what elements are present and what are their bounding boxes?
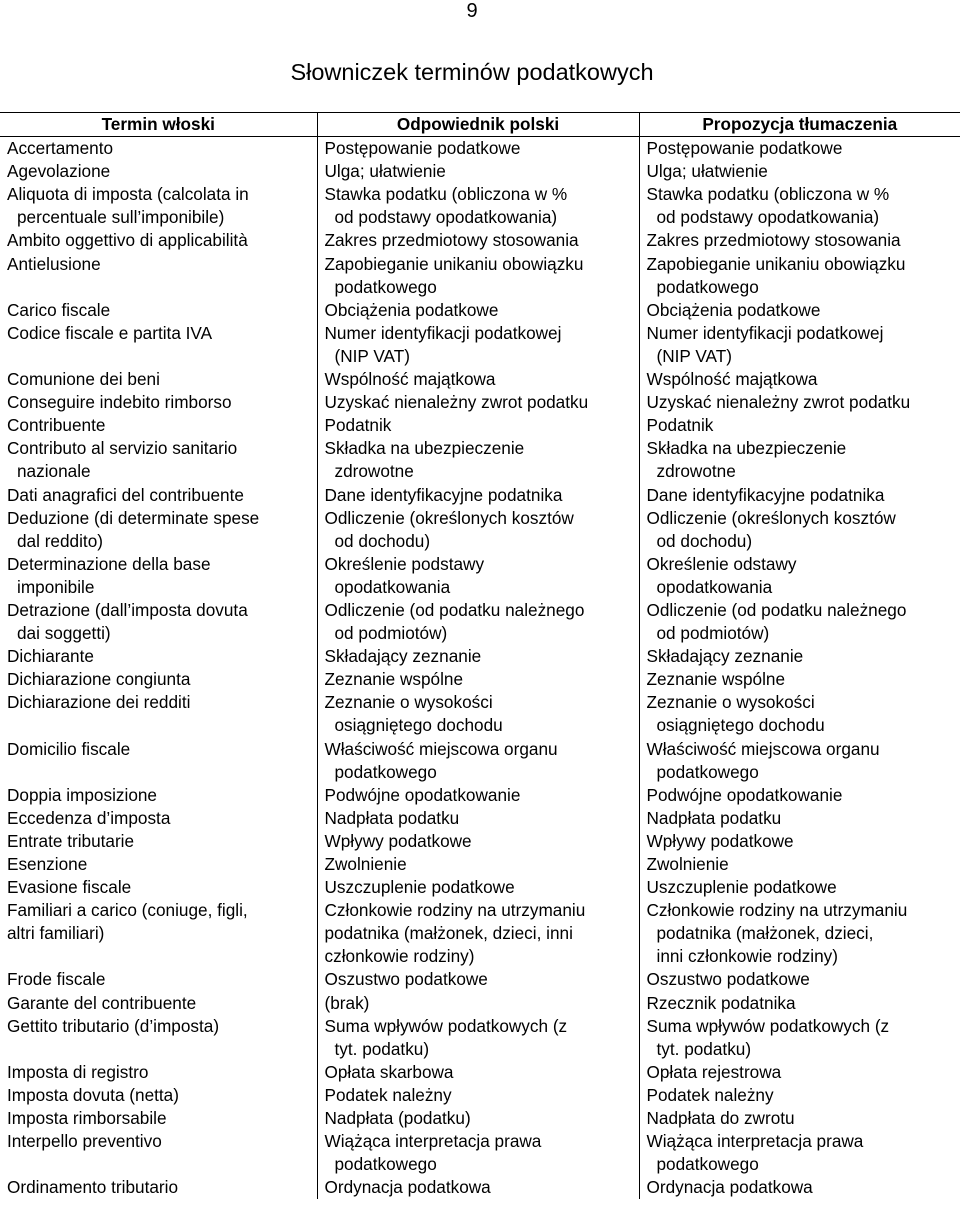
- cell-polish-equivalent: [317, 899, 639, 968]
- cell-italian-term: [0, 553, 317, 599]
- cell-italian-term: [0, 160, 317, 183]
- cell-line: Agevolazione: [7, 161, 111, 182]
- cell-polish-equivalent: [317, 992, 639, 1015]
- cell-polish-equivalent: [317, 484, 639, 507]
- cell-polish-equivalent: [317, 322, 639, 368]
- cell-italian-term: [0, 391, 317, 414]
- table-row: [0, 437, 960, 483]
- cell-line: Zeznanie o wysokości: [646, 692, 815, 713]
- cell-polish-equivalent: [317, 599, 639, 645]
- cell-translation-proposal: [639, 807, 960, 830]
- cell-line: podatkowego: [656, 761, 759, 782]
- table-row: [0, 1176, 960, 1199]
- cell-translation-proposal: [639, 1084, 960, 1107]
- cell-translation-proposal: [639, 899, 960, 968]
- cell-translation-proposal: [639, 160, 960, 183]
- cell-line: Ulga; ułatwienie: [324, 161, 446, 182]
- cell-polish-equivalent: [317, 853, 639, 876]
- cell-translation-proposal: [639, 668, 960, 691]
- cell-polish-equivalent: [317, 229, 639, 252]
- cell-line: Carico fiscale: [7, 299, 111, 320]
- cell-line: Ambito oggettivo di applicabilità: [7, 230, 248, 251]
- cell-polish-equivalent: [317, 137, 639, 161]
- header-translation-proposal: Propozycja tłumaczenia: [639, 113, 960, 137]
- cell-translation-proposal: [639, 1176, 960, 1199]
- cell-line: Contribuente: [7, 415, 106, 436]
- cell-line: Suma wpływów podatkowych (z: [646, 1015, 890, 1036]
- cell-translation-proposal: [639, 968, 960, 991]
- cell-line: Gettito tributario (d’imposta): [7, 1015, 220, 1036]
- cell-line: Zwolnienie: [646, 854, 729, 874]
- cell-line: Składający zeznanie: [324, 646, 482, 667]
- table-row: [0, 391, 960, 414]
- table-row: [0, 668, 960, 691]
- cell-polish-equivalent: [317, 160, 639, 183]
- cell-line: Ordynacja podatkowa: [324, 1177, 491, 1198]
- cell-translation-proposal: [639, 368, 960, 391]
- cell-line: Nadpłata podatku: [324, 807, 460, 828]
- cell-line: Contributo al servizio sanitario: [7, 438, 238, 459]
- table-row: [0, 484, 960, 507]
- cell-line: Postępowanie podatkowe: [646, 138, 843, 159]
- cell-line: Dichiarazione dei redditi: [7, 692, 191, 713]
- cell-line: podatkowego: [334, 276, 437, 297]
- cell-line: Podatnik: [646, 415, 714, 436]
- cell-line: Właściwość miejscowa organu: [324, 738, 558, 759]
- cell-italian-term: [0, 668, 317, 691]
- table-header-row: [0, 113, 960, 137]
- cell-line: Odliczenie (od podatku należnego: [646, 599, 907, 620]
- cell-line: Rzecznik podatnika: [646, 992, 796, 1013]
- cell-line: nazionale: [17, 461, 91, 482]
- cell-translation-proposal: [639, 507, 960, 553]
- cell-line: Detrazione (dall’imposta dovuta: [7, 599, 248, 620]
- cell-line: Ordynacja podatkowa: [646, 1177, 813, 1198]
- cell-italian-term: [0, 1130, 317, 1176]
- cell-polish-equivalent: [317, 645, 639, 668]
- cell-line: opodatkowania: [656, 576, 773, 597]
- cell-italian-term: [0, 414, 317, 437]
- cell-polish-equivalent: [317, 1084, 639, 1107]
- cell-line: Dane identyfikacyjne podatnika: [646, 484, 885, 505]
- cell-polish-equivalent: [317, 968, 639, 991]
- cell-italian-term: [0, 1061, 317, 1084]
- cell-line: tyt. podatku): [334, 1038, 430, 1059]
- cell-line: Deduzione (di determinate spese: [7, 507, 260, 528]
- cell-translation-proposal: [639, 1130, 960, 1176]
- cell-line: Uzyskać nienależny zwrot podatku: [646, 392, 911, 413]
- cell-polish-equivalent: [317, 553, 639, 599]
- table-row: [0, 507, 960, 553]
- cell-polish-equivalent: [317, 507, 639, 553]
- cell-line: Stawka podatku (obliczona w %: [324, 184, 568, 205]
- cell-line: podatkowego: [334, 1154, 437, 1175]
- table-row: [0, 299, 960, 322]
- cell-line: Postępowanie podatkowe: [324, 138, 521, 159]
- cell-line: altri familiari): [7, 923, 105, 944]
- cell-translation-proposal: [639, 992, 960, 1015]
- cell-line: od podmiotów): [334, 623, 448, 644]
- cell-line: Uszczuplenie podatkowe: [324, 877, 515, 898]
- cell-line: Zeznanie wspólne: [646, 669, 786, 690]
- cell-line: Członkowie rodziny na utrzymaniu: [646, 900, 908, 921]
- cell-line: Opłata rejestrowa: [646, 1061, 782, 1082]
- cell-italian-term: [0, 229, 317, 252]
- cell-translation-proposal: [639, 1015, 960, 1061]
- cell-italian-term: [0, 437, 317, 483]
- cell-line: Oszustwo podatkowe: [324, 969, 488, 990]
- cell-translation-proposal: [639, 691, 960, 737]
- cell-polish-equivalent: [317, 414, 639, 437]
- cell-translation-proposal: [639, 784, 960, 807]
- cell-translation-proposal: [639, 299, 960, 322]
- cell-translation-proposal: [639, 645, 960, 668]
- cell-line: Odliczenie (określonych kosztów: [324, 507, 574, 528]
- cell-line: Dane identyfikacyjne podatnika: [324, 484, 563, 505]
- cell-line: Numer identyfikacji podatkowej: [324, 322, 562, 343]
- cell-line: od dochodu): [656, 530, 753, 551]
- cell-polish-equivalent: [317, 691, 639, 737]
- cell-translation-proposal: [639, 876, 960, 899]
- cell-italian-term: [0, 691, 317, 737]
- cell-italian-term: [0, 738, 317, 784]
- table-row: [0, 1084, 960, 1107]
- cell-translation-proposal: [639, 853, 960, 876]
- cell-line: Podwójne opodatkowanie: [324, 784, 521, 805]
- cell-line: (brak): [324, 992, 370, 1013]
- cell-italian-term: [0, 1176, 317, 1199]
- cell-translation-proposal: [639, 322, 960, 368]
- cell-italian-term: [0, 137, 317, 161]
- cell-line: Wpływy podatkowe: [646, 830, 794, 851]
- page-title: Słowniczek terminów podatkowych: [290, 59, 654, 85]
- cell-line: Odliczenie (określonych kosztów: [646, 507, 896, 528]
- cell-italian-term: [0, 253, 317, 299]
- table-row: [0, 899, 960, 968]
- cell-line: Doppia imposizione: [7, 784, 157, 805]
- cell-italian-term: [0, 1084, 317, 1107]
- cell-line: Determinazione della base: [7, 553, 211, 574]
- glossary-body: [0, 137, 960, 1200]
- cell-line: Familiari a carico (coniuge, figli,: [7, 900, 248, 921]
- cell-polish-equivalent: [317, 368, 639, 391]
- cell-line: Członkowie rodziny na utrzymaniu: [324, 900, 586, 921]
- cell-line: Accertamento: [7, 138, 114, 159]
- cell-line: Wspólność majątkowa: [646, 369, 818, 390]
- cell-italian-term: [0, 899, 317, 968]
- cell-line: osiągniętego dochodu: [334, 715, 503, 736]
- cell-line: Właściwość miejscowa organu: [646, 738, 880, 759]
- cell-italian-term: [0, 853, 317, 876]
- cell-line: Podatek należny: [646, 1084, 774, 1105]
- table-row: [0, 853, 960, 876]
- cell-polish-equivalent: [317, 784, 639, 807]
- cell-polish-equivalent: [317, 391, 639, 414]
- table-row: [0, 1107, 960, 1130]
- cell-italian-term: [0, 1107, 317, 1130]
- cell-italian-term: [0, 299, 317, 322]
- cell-line: Zakres przedmiotowy stosowania: [324, 230, 579, 251]
- cell-line: od podstawy opodatkowania): [334, 207, 558, 228]
- cell-line: tyt. podatku): [656, 1038, 752, 1059]
- table-row: [0, 1061, 960, 1084]
- cell-translation-proposal: [639, 437, 960, 483]
- cell-polish-equivalent: [317, 807, 639, 830]
- cell-polish-equivalent: [317, 253, 639, 299]
- cell-line: Wiążąca interpretacja prawa: [324, 1131, 542, 1152]
- cell-line: Odliczenie (od podatku należnego: [324, 599, 585, 620]
- table-row: [0, 137, 960, 161]
- cell-line: podatnika (małżonek, dzieci, inni: [324, 923, 573, 944]
- header-italian-term: Termin włoski: [0, 113, 317, 137]
- glossary-table: [0, 112, 960, 1199]
- cell-line: Podatnik: [324, 415, 392, 436]
- cell-line: Frode fiscale: [7, 969, 106, 990]
- cell-line: Składka na ubezpieczenie: [324, 438, 525, 459]
- cell-line: Zapobieganie unikaniu obowiązku: [646, 253, 906, 274]
- cell-italian-term: [0, 368, 317, 391]
- cell-polish-equivalent: [317, 1061, 639, 1084]
- cell-line: Podatek należny: [324, 1084, 452, 1105]
- table-row: [0, 553, 960, 599]
- cell-polish-equivalent: [317, 1130, 639, 1176]
- table-row: [0, 830, 960, 853]
- cell-line: Oszustwo podatkowe: [646, 969, 810, 990]
- cell-line: Uzyskać nienależny zwrot podatku: [324, 392, 589, 413]
- cell-line: Obciążenia podatkowe: [324, 299, 499, 320]
- table-row: [0, 738, 960, 784]
- cell-line: od podstawy opodatkowania): [656, 207, 880, 228]
- cell-line: Obciążenia podatkowe: [646, 299, 821, 320]
- cell-polish-equivalent: [317, 1015, 639, 1061]
- cell-line: Antielusione: [7, 253, 101, 274]
- cell-line: Dichiarante: [7, 646, 94, 667]
- cell-translation-proposal: [639, 183, 960, 229]
- cell-line: percentuale sull’imponibile): [17, 207, 225, 228]
- cell-polish-equivalent: [317, 1107, 639, 1130]
- cell-italian-term: [0, 784, 317, 807]
- cell-polish-equivalent: [317, 738, 639, 784]
- cell-translation-proposal: [639, 484, 960, 507]
- table-row: [0, 229, 960, 252]
- cell-translation-proposal: [639, 229, 960, 252]
- cell-italian-term: [0, 484, 317, 507]
- table-row: [0, 807, 960, 830]
- cell-italian-term: [0, 183, 317, 229]
- cell-translation-proposal: [639, 1061, 960, 1084]
- cell-line: podatkowego: [334, 761, 437, 782]
- table-row: [0, 368, 960, 391]
- table-row: [0, 599, 960, 645]
- cell-line: (NIP VAT): [334, 345, 410, 366]
- cell-line: Zeznanie wspólne: [324, 669, 464, 690]
- cell-line: Garante del contribuente: [7, 992, 197, 1013]
- table-row: [0, 1130, 960, 1176]
- cell-polish-equivalent: [317, 437, 639, 483]
- cell-line: dai soggetti): [17, 623, 111, 644]
- cell-line: Nadpłata (podatku): [324, 1108, 471, 1129]
- cell-line: Opłata skarbowa: [324, 1061, 454, 1082]
- cell-italian-term: [0, 322, 317, 368]
- cell-line: Określenie podstawy: [324, 553, 485, 574]
- cell-line: członkowie rodziny): [324, 946, 475, 967]
- cell-line: Nadpłata podatku: [646, 807, 782, 828]
- cell-translation-proposal: [639, 1107, 960, 1130]
- cell-italian-term: [0, 968, 317, 991]
- table-row: [0, 691, 960, 737]
- cell-italian-term: [0, 599, 317, 645]
- cell-line: podatnika (małżonek, dzieci,: [656, 923, 874, 944]
- cell-polish-equivalent: [317, 1176, 639, 1199]
- cell-translation-proposal: [639, 599, 960, 645]
- cell-line: Aliquota di imposta (calcolata in: [7, 184, 249, 205]
- cell-translation-proposal: [639, 137, 960, 161]
- cell-line: podatkowego: [656, 276, 759, 297]
- cell-line: Zapobieganie unikaniu obowiązku: [324, 253, 584, 274]
- cell-line: Conseguire indebito rimborso: [7, 392, 232, 413]
- table-row: [0, 253, 960, 299]
- cell-translation-proposal: [639, 830, 960, 853]
- cell-line: Wspólność majątkowa: [324, 369, 496, 390]
- cell-line: Entrate tributarie: [7, 830, 135, 851]
- cell-italian-term: [0, 507, 317, 553]
- cell-line: Podwójne opodatkowanie: [646, 784, 843, 805]
- cell-line: Numer identyfikacji podatkowej: [646, 322, 884, 343]
- cell-line: zdrowotne: [334, 461, 414, 482]
- cell-line: Wpływy podatkowe: [324, 830, 472, 851]
- cell-line: Ordinamento tributario: [7, 1177, 179, 1198]
- cell-line: Nadpłata do zwrotu: [646, 1108, 795, 1129]
- cell-line: Składka na ubezpieczenie: [646, 438, 847, 459]
- cell-line: Uszczuplenie podatkowe: [646, 877, 837, 898]
- cell-line: Comunione dei beni: [7, 369, 160, 390]
- cell-line: Zwolnienie: [324, 854, 407, 874]
- cell-polish-equivalent: [317, 668, 639, 691]
- table-row: [0, 992, 960, 1015]
- cell-line: Określenie odstawy: [646, 553, 797, 574]
- cell-line: Suma wpływów podatkowych (z: [324, 1015, 568, 1036]
- cell-line: imponibile: [17, 576, 95, 597]
- cell-line: Składający zeznanie: [646, 646, 804, 667]
- table-row: [0, 160, 960, 183]
- cell-line: od dochodu): [334, 530, 431, 551]
- cell-translation-proposal: [639, 738, 960, 784]
- cell-line: Stawka podatku (obliczona w %: [646, 184, 890, 205]
- cell-line: Dichiarazione congiunta: [7, 669, 191, 690]
- cell-line: dal reddito): [17, 530, 103, 551]
- cell-line: Ulga; ułatwienie: [646, 161, 768, 182]
- table-row: [0, 876, 960, 899]
- cell-translation-proposal: [639, 253, 960, 299]
- table-row: [0, 322, 960, 368]
- cell-line: Esenzione: [7, 854, 88, 874]
- cell-line: Zeznanie o wysokości: [324, 692, 493, 713]
- cell-line: Evasione fiscale: [7, 877, 132, 898]
- page-number: 9: [466, 0, 478, 22]
- cell-line: Imposta rimborsabile: [7, 1108, 167, 1129]
- cell-italian-term: [0, 876, 317, 899]
- cell-line: Codice fiscale e partita IVA: [7, 322, 213, 343]
- cell-italian-term: [0, 807, 317, 830]
- cell-line: (NIP VAT): [656, 345, 732, 366]
- cell-translation-proposal: [639, 553, 960, 599]
- cell-line: Imposta dovuta (netta): [7, 1084, 179, 1105]
- cell-polish-equivalent: [317, 183, 639, 229]
- table-row: [0, 183, 960, 229]
- cell-translation-proposal: [639, 391, 960, 414]
- cell-italian-term: [0, 645, 317, 668]
- cell-italian-term: [0, 830, 317, 853]
- cell-line: Interpello preventivo: [7, 1131, 162, 1152]
- table-row: [0, 968, 960, 991]
- cell-polish-equivalent: [317, 876, 639, 899]
- cell-line: od podmiotów): [656, 623, 770, 644]
- cell-line: podatkowego: [656, 1154, 759, 1175]
- cell-polish-equivalent: [317, 299, 639, 322]
- cell-line: opodatkowania: [334, 576, 451, 597]
- cell-translation-proposal: [639, 414, 960, 437]
- cell-line: Eccedenza d’imposta: [7, 807, 171, 828]
- table-row: [0, 784, 960, 807]
- table-row: [0, 414, 960, 437]
- cell-polish-equivalent: [317, 830, 639, 853]
- cell-line: inni członkowie rodziny): [656, 946, 839, 967]
- cell-line: Wiążąca interpretacja prawa: [646, 1131, 864, 1152]
- cell-line: Dati anagrafici del contribuente: [7, 484, 244, 505]
- header-polish-equivalent: Odpowiednik polski: [317, 113, 639, 137]
- cell-italian-term: [0, 1015, 317, 1061]
- cell-line: osiągniętego dochodu: [656, 715, 825, 736]
- cell-line: Domicilio fiscale: [7, 738, 131, 759]
- table-row: [0, 1015, 960, 1061]
- cell-line: zdrowotne: [656, 461, 736, 482]
- cell-italian-term: [0, 992, 317, 1015]
- cell-line: Imposta di registro: [7, 1061, 149, 1082]
- table-row: [0, 645, 960, 668]
- cell-line: Zakres przedmiotowy stosowania: [646, 230, 901, 251]
